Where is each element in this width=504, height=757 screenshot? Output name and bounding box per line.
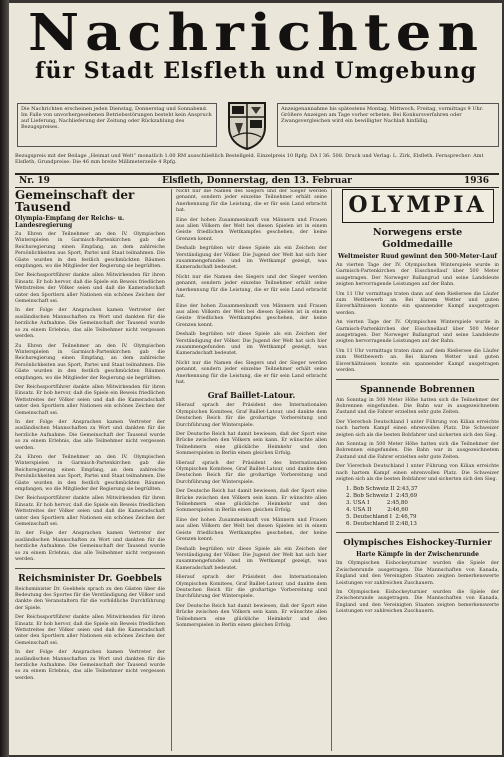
article-paragraph: Eine der hohen Zusammenkunft von Männern und Frauen aus allen Völkern der Welt bei diesen Spielen ist in einem Geiste friedlichen Wettkampfes geschehen, der keine Grenzen kennt.	[176, 517, 327, 543]
issue-year: 1936	[463, 176, 489, 186]
divider	[336, 532, 499, 533]
result-row: 5. Deutschland I 2:46,79	[346, 514, 417, 521]
article-paragraph: Nicht nur die Namen des Siegers und der Sieger werden genannt, sondern jeder einzelne Teilnehmer erhält seine Anerkennung für die Leistung, die er für sein Land erbracht hat.	[176, 189, 327, 214]
subhead-empfang: Olympia-Empfang der Reichs- u. Landesregierung	[15, 215, 125, 229]
headline-gemeinschaft: Gemeinschaft der Tausend	[15, 189, 135, 214]
column-2	[171, 189, 327, 751]
article-paragraph: Um 11 Uhr vormittags traten dann auf dem Rießersee die Läufer zum Wettbewerb an. Bei klarem Wetter und guten Eisverhältnissen konnte ein spannender Kampf ausgetragen werden.	[336, 291, 499, 316]
coat-of-arms-icon	[223, 99, 271, 151]
dateline	[15, 173, 499, 188]
issue-date: Elsfleth, Donnerstag, den 13. Februar	[162, 176, 352, 186]
article-paragraph: Hierauf sprach der Präsident des Internationalen Olympischen Komitees, Graf Baillet-Latour, und dankte dem Deutschen Reich für die großartige Vorbereitung und Durchführung der Winterspiele.	[176, 403, 327, 428]
divider	[15, 568, 165, 569]
article-paragraph: Der Reichssportführer dankte allen Mitwirkenden für ihren Einsatz. Er hob hervor, daß die Spiele ein Beweis friedlichen Wettstreites der Völker seien und daß die Kameradschaft unter den Sportlern aller Nationen ein schönes Zeichen der Gemeinschaft sei.	[15, 384, 165, 416]
article-paragraph: In der Folge der Ansprachen kamen Vertreter der ausländischen Mannschaften zu Wort und dankten für die herzliche Aufnahme. Die Gemeinschaft der Tausend wurde so zu einem Erlebnis, das alle Teilnehmer nicht vergessen werden.	[15, 308, 165, 340]
article-paragraph: Der Reichssportführer dankte allen Mitwirkenden für ihren Einsatz. Er hob hervor, daß die Spiele ein Beweis friedlichen Wettstreites der Völker seien und daß die Kameradschaft unter den Sportlern aller Nationen ein schönes Zeichen der Gemeinschaft sei.	[15, 615, 165, 646]
publication-notice: Die Nachrichten erscheinen jeden Dienstag, Donnerstag und Sonnabend. Im Falle von unvorhergesehenen Betriebsstörungen besteht kein Anspruch auf Lieferung, Nachlieferung der Zeitung oder Rückzahlung des Bezugspreises.	[17, 103, 217, 147]
olympia-banner	[342, 189, 494, 223]
newspaper-subtitle: für Stadt Elsfleth und Umgebung	[35, 58, 477, 84]
article-paragraph: Eine der hohen Zusammenkunft von Männern und Frauen aus allen Völkern der Welt bei diesen Spielen ist in einem Geiste friedlichen Wettkampfes geschehen, der keine Grenzen kennt.	[176, 217, 327, 242]
article-paragraph: In der Folge der Ansprachen kamen Vertreter der ausländischen Mannschaften zu Wort und dankten für die herzliche Aufnahme. Die Gemeinschaft der Tausend wurde so zu einem Erlebnis, das alle Teilnehmer nicht vergessen werden.	[15, 531, 165, 563]
newspaper-title: Nachrichten	[27, 3, 485, 63]
article-paragraph: Nicht nur die Namen des Siegers und der Sieger werden genannt, sondern jeder einzelne Teilnehmer erhält seine Anerkennung für die Leistung, die er für sein Land erbracht hat.	[176, 360, 327, 385]
article-paragraph: Der Deutsche Reich hat damit bewiesen, daß der Sport eine Brücke zwischen den Völkern sein kann. Er wünschte allen Teilnehmern eine glückliche Heimkehr und den Sommerspielen in Berlin einen gleichen Erfolg.	[176, 489, 327, 514]
article-paragraph: Im Olympischen Eishockeyturnier wurden die Spiele der Zwischenrunde ausgetragen. Die Mannschaften von Kanada, England und den Vereinigten Staaten zeigten bemerkenswerte Leistungen vor zahlreichen Zuschauern.	[336, 590, 499, 615]
article-paragraph: In der Folge der Ansprachen kamen Vertreter der ausländischen Mannschaften zu Wort und dankten für die herzliche Aufnahme. Die Gemeinschaft der Tausend wurde so zu einem Erlebnis, das alle Teilnehmer nicht vergessen werden.	[15, 650, 165, 681]
article-paragraph: Deshalb begrüßen wir diese Spiele als ein Zeichen der Verständigung der Völker. Die Jugend der Welt hat sich hier zusammengefunden und im Wettkampf gezeigt, was Kameradschaft bedeutet.	[176, 246, 327, 271]
result-row: 4. USA II 2:46,60	[346, 507, 409, 514]
bob-results-list	[346, 486, 499, 528]
article-paragraph: Zu Ehren der Teilnehmer an den IV. Olympischen Winterspielen in Garmisch-Partenkirchen gab die Reichsregierung einen Empfang, an dem zahlreiche Persönlichkeiten aus Sport, Partei und Staat teilnahmen. Die Gäste wurden in den festlich geschmückten Räumen empfangen, wo die Mitglieder der Regierung sie begrüßten.	[15, 343, 165, 381]
article-paragraph: Hierauf sprach der Präsident des Internationalen Olympischen Komitees, Graf Baillet-Latour, und dankte dem Deutschen Reich für die großartige Vorbereitung und Durchführung der Winterspiele.	[176, 575, 327, 600]
article-paragraph: Der Reichssportführer dankte allen Mitwirkenden für ihren Einsatz. Er hob hervor, daß die Spiele ein Beweis friedlichen Wettstreites der Völker seien und daß die Kameradschaft unter den Sportlern aller Nationen ein schönes Zeichen der Gemeinschaft sei.	[15, 273, 165, 305]
article-paragraph: Nicht nur die Namen des Siegers und der Sieger werden genannt, sondern jeder einzelne Teilnehmer erhält seine Anerkennung für die Leistung, die er für sein Land erbracht hat.	[176, 274, 327, 300]
result-row: 3. USA I 2:45,80	[346, 500, 408, 507]
headline-eishockey: Olympisches Eishockey-Turnier	[343, 538, 492, 549]
column-3	[331, 189, 499, 751]
result-row: 6. Deutschland II 2:48,13	[346, 521, 417, 528]
subhead-ruud: Weltmeister Ruud gewinnt den 500-Meter-Lauf	[337, 253, 498, 260]
subhead-zwischenrunde: Harte Kämpfe in der Zwischenrunde	[356, 551, 479, 559]
headline-baillet-latour: Graf Baillet-Latour.	[207, 390, 296, 401]
advertising-notice: Anzeigenannahme bis spätestens Montag, Mittwoch, Freitag, vormittags 9 Uhr. Größere Anzeigen am Tage vorher erbeten. Bei Konkursverfahren oder Zwangsvergleichen wird ein bewilligter Nachlaß hinfällig.	[277, 103, 499, 147]
article-paragraph: Zu Ehren der Teilnehmer an den IV. Olympischen Winterspielen in Garmisch-Partenkirchen gab die Reichsregierung einen Empfang, an dem zahlreiche Persönlichkeiten aus Sport, Partei und Staat teilnahmen. Die Gäste wurden in den festlich geschmückten Räumen empfangen, wo die Mitglieder der Regierung sie begrüßten.	[15, 455, 165, 493]
article-paragraph: Deshalb begrüßen wir diese Spiele als ein Zeichen der Verständigung der Völker. Die Jugend der Welt hat sich hier zusammengefunden und im Wettkampf gezeigt, was Kameradschaft bedeutet.	[176, 332, 327, 357]
newspaper-page	[9, 3, 502, 755]
article-paragraph: Der Reichssportführer dankte allen Mitwirkenden für ihren Einsatz. Er hob hervor, daß die Spiele ein Beweis friedlichen Wettstreites der Völker seien und daß die Kameradschaft unter den Sportlern aller Nationen ein schönes Zeichen der Gemeinschaft sei.	[15, 496, 165, 528]
article-paragraph: Der Deutsche Reich hat damit bewiesen, daß der Sport eine Brücke zwischen den Völkern sein kann. Er wünschte allen Teilnehmern eine glückliche Heimkehr und den Sommerspielen in Berlin einen gleichen Erfolg.	[176, 603, 327, 628]
headline-goebbels: Reichsminister Dr. Goebbels	[18, 573, 162, 584]
headline-bobrennen: Spannende Bobrennen	[360, 384, 475, 395]
article-paragraph: Zu Ehren der Teilnehmer an den IV. Olympischen Winterspielen in Garmisch-Partenkirchen gab die Reichsregierung einen Empfang, an dem zahlreiche Persönlichkeiten aus Sport, Partei und Staat teilnahmen. Die Gäste wurden in den festlich geschmückten Räumen empfangen, wo die Mitglieder der Regierung sie begrüßten.	[15, 232, 165, 270]
result-row: 2. Bob Schweiz I 2:45,69	[346, 493, 418, 500]
masthead	[13, 3, 499, 91]
article-paragraph: In der Folge der Ansprachen kamen Vertreter der ausländischen Mannschaften zu Wort und dankten für die herzliche Aufnahme. Die Gemeinschaft der Tausend wurde so zu einem Erlebnis, das alle Teilnehmer nicht vergessen werden.	[15, 419, 165, 451]
article-paragraph: Reichsminister Dr. Goebbels sprach zu den Gästen über die Bedeutung des Sportes für die Verständigung der Völker und dankte den Veranstaltern für die vorbildliche Durchführung der Spiele.	[15, 586, 165, 611]
article-paragraph: Deshalb begrüßen wir diese Spiele als ein Zeichen der Verständigung der Völker. Die Jugend der Welt hat sich hier zusammengefunden und im Wettkampf gezeigt, was Kameradschaft bedeutet.	[176, 546, 327, 571]
divider	[336, 379, 499, 380]
article-paragraph: An vierten Tage der IV. Olympischen Winterspiele wurde in Garmisch-Partenkirchen der Eisschnellauf über 500 Meter ausgetragen. Der Norweger Ballangrud und seine Landsleute zeigten hervorragende Leistungen auf der Bahn.	[336, 263, 499, 288]
column-1	[15, 189, 165, 751]
article-paragraph: Im Olympischen Eishockeyturnier wurden die Spiele der Zwischenrunde ausgetragen. Die Mannschaften von Kanada, England und den Vereinigten Staaten zeigten bemerkenswerte Leistungen vor zahlreichen Zuschauern.	[336, 561, 499, 586]
olympia-banner-text: OLYMPIA	[348, 192, 487, 218]
article-paragraph: Der Deutsche Reich hat damit bewiesen, daß der Sport eine Brücke zwischen den Völkern sein kann. Er wünschte allen Teilnehmern eine glückliche Heimkehr und den Sommerspielen in Berlin einen gleichen Erfolg.	[176, 432, 327, 457]
article-paragraph: Um 11 Uhr vormittags traten dann auf dem Rießersee die Läufer zum Wettbewerb an. Bei klarem Wetter und guten Eisverhältnissen konnte ein spannender Kampf ausgetragen werden.	[336, 348, 499, 374]
binding-edge	[0, 0, 9, 757]
article-paragraph: Eine der hohen Zusammenkunft von Männern und Frauen aus allen Völkern der Welt bei diesen Spielen ist in einem Geiste friedlichen Wettkampfes geschehen, der keine Grenzen kennt.	[176, 303, 327, 328]
headline-norwegen: Norwegens erste Goldmedaille	[372, 227, 463, 250]
article-paragraph: Am Sonntag in 500 Meter Höhe hatten sich die Teilnehmer der Bobrennen eingefunden. Die Bahn war in ausgezeichnetem Zustand und die Fahrer erzielten sehr gute Zeiten.	[336, 397, 499, 416]
subscription-info: Bezugspreis mit der Beilage „Heimat und Welt“ monatlich 1.00 RM ausschließlich Bestellgeld. Einzelpreis 10 Rpfg. DA I 36: 508. Druck und Verlag: L. Zirk, Elsfleth. Fernsprecher: Amt Elsfleth, Grundpreise: Die 46 mm breite Millimeterzeile 4 Rpfg.	[15, 153, 484, 165]
article-paragraph: Am Sonntag in 500 Meter Höhe hatten sich die Teilnehmer der Bobrennen eingefunden. Die Bahn war in ausgezeichnetem Zustand und die Fahrer erzielten sehr gute Zeiten.	[336, 441, 499, 460]
article-paragraph: An vierten Tage der IV. Olympischen Winterspiele wurde in Garmisch-Partenkirchen der Eisschnellauf über 500 Meter ausgetragen. Der Norweger Ballangrud und seine Landsleute zeigten hervorragende Leistungen auf der Bahn.	[336, 320, 499, 345]
article-paragraph: Der Viererbob Deutschland I unter Führung von Kilian erreichte nach hartem Kampf einen ehrenvollen Platz. Die Schweizer zeigten sich als die besten Bobfahrer und sicherten sich den Sieg.	[336, 419, 499, 438]
article-paragraph: Der Viererbob Deutschland I unter Führung von Kilian erreichte nach hartem Kampf einen ehrenvollen Platz. Die Schweizer zeigten sich als die besten Bobfahrer und sicherten sich den Sieg.	[336, 464, 499, 482]
issue-number: Nr. 19	[19, 176, 50, 186]
result-row: 1. Bob Schweiz II 2:43,37	[346, 486, 418, 493]
article-paragraph: Hierauf sprach der Präsident des Internationalen Olympischen Komitees, Graf Baillet-Latour, und dankte dem Deutschen Reich für die großartige Vorbereitung und Durchführung der Winterspiele.	[176, 460, 327, 485]
